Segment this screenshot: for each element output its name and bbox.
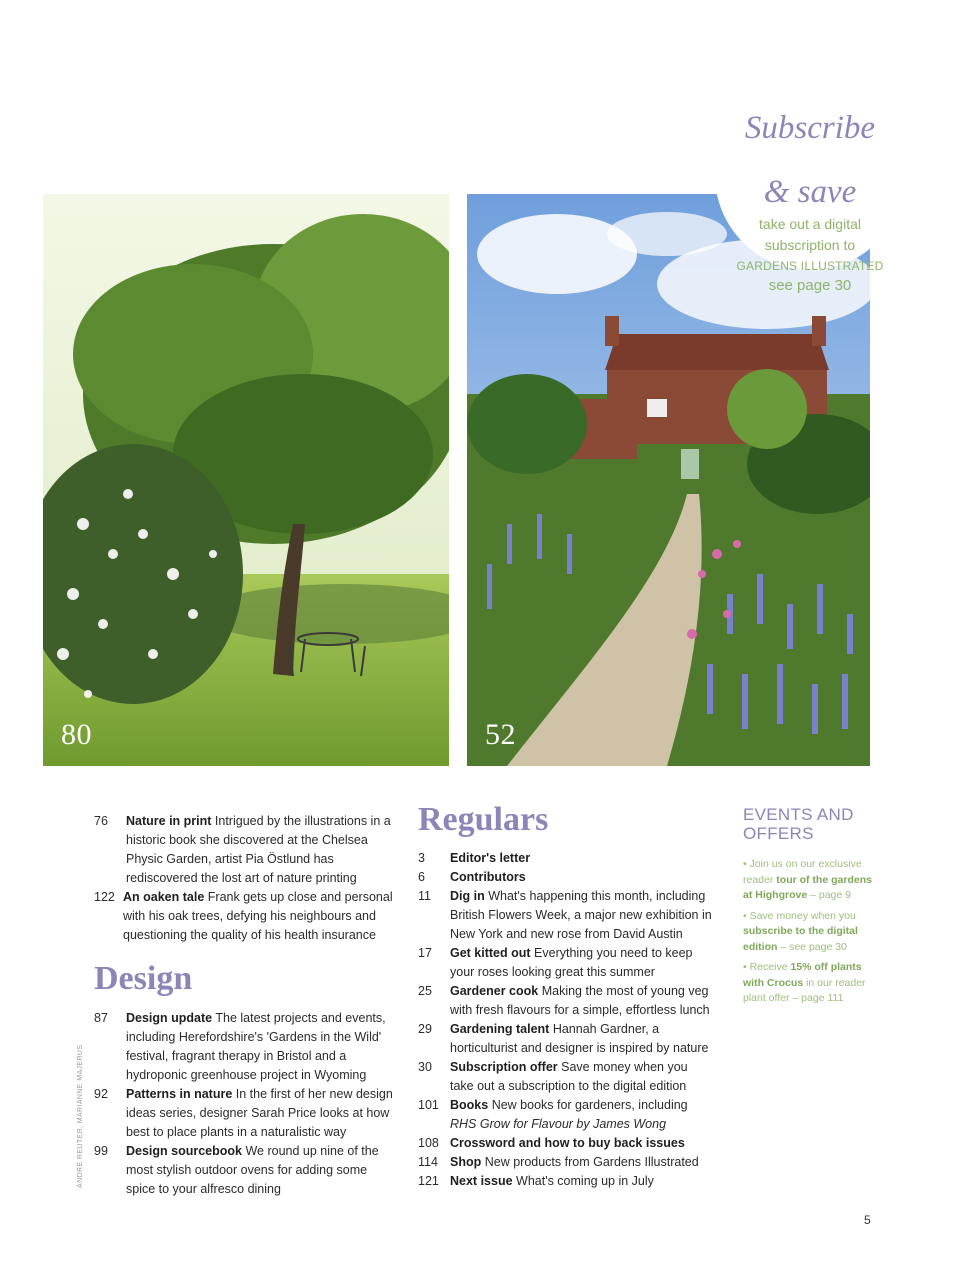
entry-title: Books <box>450 1098 489 1112</box>
entry-page-number: 76 <box>94 814 108 828</box>
entry-title: Subscription offer <box>450 1060 558 1074</box>
entry-text: best to place plants in a naturalistic way <box>126 1125 347 1139</box>
entry-text: Hannah Gardner, a <box>552 1022 660 1036</box>
contents-entry[interactable] <box>418 887 718 944</box>
subscribe-badge[interactable] <box>715 80 905 294</box>
badge-title-line1: Subscribe <box>744 110 876 146</box>
entry-title: An oaken tale <box>123 890 205 904</box>
entry-title: Contributors <box>450 870 526 884</box>
offer-text: in our reader plant offer – page 111 <box>743 976 866 1004</box>
entry-page-number: 108 <box>418 1136 439 1150</box>
events-heading-line1: EVENTS AND <box>743 805 854 824</box>
entry-title: Nature in print <box>126 814 212 828</box>
offer-highlight: tour of the gardens at Highgrove <box>743 873 872 901</box>
offer-text: – see page 30 <box>777 940 847 953</box>
entry-text: Intrigued by the illustrations in a <box>214 814 391 828</box>
entry-text: New products from Gardens Illustrated <box>484 1155 699 1169</box>
entry-text: most stylish outdoor ovens for adding some <box>126 1163 368 1177</box>
entry-title: Crossword and how to buy back issues <box>450 1136 685 1150</box>
entry-text: What's happening this month, including <box>488 889 706 903</box>
entry-page-number: 3 <box>418 851 425 865</box>
entry-text: Save money when you <box>561 1060 688 1074</box>
badge-line: take out a digital <box>759 216 861 232</box>
entry-title: Gardener cook <box>450 984 539 998</box>
contents-entry[interactable] <box>94 1009 394 1085</box>
entry-title: Shop <box>450 1155 482 1169</box>
entry-text: Frank gets up close and personal <box>207 890 393 904</box>
photo-page-number: 52 <box>485 718 516 751</box>
contents-entry[interactable] <box>418 1172 718 1191</box>
entry-text: In the first of her new design <box>235 1087 393 1101</box>
entry-text: hydroponic greenhouse project in Wyoming <box>126 1068 367 1082</box>
entry-text: take out a subscription to the digital edition <box>450 1079 687 1093</box>
entry-title: Get kitted out <box>450 946 531 960</box>
events-heading <box>743 805 883 843</box>
entry-text: RHS Grow for Flavour by James Wong <box>450 1117 667 1131</box>
contents-entry[interactable] <box>418 982 718 1020</box>
contents-entry[interactable] <box>418 1153 718 1172</box>
entry-text: including Herefordshire's 'Gardens in the Wild' <box>126 1030 382 1044</box>
entry-page-number: 99 <box>94 1144 108 1158</box>
entry-page-number: 121 <box>418 1174 439 1188</box>
entry-text: We round up nine of the <box>245 1144 379 1158</box>
entry-text: horticulturist and designer is inspired by nature <box>450 1041 709 1055</box>
entry-page-number: 11 <box>418 889 431 903</box>
entry-text: British Flowers Week, a major new exhibition in <box>450 908 712 922</box>
entry-text: with fresh flavours for a simple, effortless lunch <box>450 1003 710 1017</box>
entry-text: New York and new rose from David Austin <box>450 927 683 941</box>
contents-entry[interactable] <box>418 1020 718 1058</box>
entry-title: Editor's letter <box>450 851 531 865</box>
design-heading: Design <box>94 960 193 997</box>
offer-text: – page 9 <box>807 889 851 901</box>
contents-entry[interactable] <box>418 849 718 868</box>
entry-text: questioning the quality of his health insurance <box>123 928 376 942</box>
entry-title: Dig in <box>450 889 485 903</box>
contents-entry[interactable] <box>418 868 718 887</box>
entry-text: The latest projects and events, <box>215 1011 386 1025</box>
entry-text: Everything you need to keep <box>534 946 693 960</box>
entry-page-number: 87 <box>94 1011 108 1025</box>
offer-text: • Join us on our exclusive reader <box>743 858 862 886</box>
badge-page-ref: see page 30 <box>768 277 852 294</box>
offer-highlight: 15% off plants with Crocus <box>743 961 862 989</box>
contents-entry[interactable] <box>418 1096 718 1134</box>
entry-text: Physic Garden, artist Pia Östlund has <box>126 852 334 866</box>
event-offer-item[interactable] <box>743 857 883 904</box>
entry-page-number: 92 <box>94 1087 108 1101</box>
entry-title: Design sourcebook <box>126 1144 242 1158</box>
entry-page-number: 30 <box>418 1060 432 1074</box>
contents-entry[interactable] <box>94 888 394 945</box>
entry-page-number: 101 <box>418 1098 439 1112</box>
entry-page-number: 17 <box>418 946 432 960</box>
contents-entry[interactable] <box>94 1142 394 1199</box>
entry-text: What's coming up in July <box>516 1174 654 1188</box>
entry-text: your roses looking great this summer <box>450 965 655 979</box>
contents-left-column <box>94 812 394 1199</box>
events-heading-line2: OFFERS <box>743 824 814 843</box>
page-number: 5 <box>864 1213 871 1227</box>
entry-text: New books for gardeners, including <box>491 1098 688 1112</box>
regulars-heading: Regulars <box>418 801 549 838</box>
events-offers-column <box>743 805 883 1012</box>
badge-magazine-name: GARDENS ILLUSTRATED <box>736 259 884 273</box>
entry-page-number: 6 <box>418 870 425 884</box>
photo-credit: ANDRÉ REUTER, MARIANNE MAJERUS <box>77 1044 84 1188</box>
entry-title: Design update <box>126 1011 213 1025</box>
entry-title: Gardening talent <box>450 1022 550 1036</box>
entry-title: Patterns in nature <box>126 1087 233 1101</box>
photo-garden-tree <box>43 194 449 766</box>
garden-tree-illustration <box>43 194 449 766</box>
contents-entry[interactable] <box>418 1134 718 1153</box>
entry-page-number: 25 <box>418 984 432 998</box>
event-offer-item[interactable] <box>743 960 883 1007</box>
entry-text: historic book she discovered at the Chelsea <box>126 833 368 847</box>
entry-text: ideas series, designer Sarah Price looks at how <box>126 1106 390 1120</box>
photo-page-number: 80 <box>61 718 92 751</box>
contents-entry[interactable] <box>418 1058 718 1096</box>
offer-text: • Receive <box>743 961 791 973</box>
badge-line: subscription to <box>764 237 856 253</box>
contents-entry[interactable] <box>94 1085 394 1142</box>
entry-text: with his oak trees, defying his neighbours and <box>123 909 376 923</box>
contents-entry[interactable] <box>418 944 718 982</box>
entry-text: festival, fragrant therapy in Bristol and a <box>126 1049 347 1063</box>
entry-text: rediscovered the lost art of nature printing <box>126 871 357 885</box>
offer-highlight: subscribe to the digital edition <box>743 925 858 953</box>
entry-page-number: 29 <box>418 1022 432 1036</box>
badge-title-line2: & save <box>763 174 857 210</box>
contents-entry[interactable] <box>94 812 394 888</box>
entry-title: Next issue <box>450 1174 513 1188</box>
entry-page-number: 114 <box>418 1155 438 1169</box>
offer-text: • Save money when you <box>743 909 856 922</box>
contents-regulars-column <box>418 800 718 1191</box>
event-offer-item[interactable] <box>743 909 883 956</box>
entry-page-number: 122 <box>94 890 115 904</box>
entry-text: spice to your alfresco dining <box>126 1182 281 1196</box>
entry-text: Making the most of young veg <box>541 984 709 998</box>
